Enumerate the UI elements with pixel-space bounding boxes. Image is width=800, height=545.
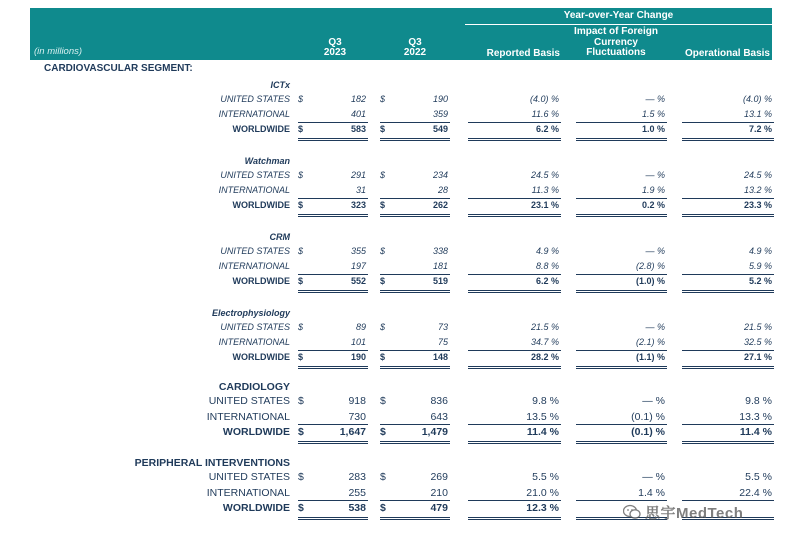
group-title: Electrophysiology <box>211 308 290 318</box>
row-label: UNITED STATES <box>220 322 290 332</box>
subtotal-rule <box>682 122 774 123</box>
value-fx-impact: — % <box>642 471 665 483</box>
value-q3-2022: 181 <box>432 261 448 271</box>
value-operational: (4.0) % <box>742 94 772 104</box>
col-q3-2023-line1: Q3 <box>328 37 342 48</box>
total-double-rule <box>298 138 368 141</box>
yoy-underline <box>465 24 772 25</box>
subtotal-rule <box>682 424 774 425</box>
currency-symbol: $ <box>298 426 304 438</box>
currency-symbol: $ <box>380 124 386 134</box>
subtotal-rule <box>468 424 561 425</box>
col-q3-2022-line1: Q3 <box>408 37 422 48</box>
row-label: UNITED STATES <box>220 94 290 104</box>
value-reported: 11.4 % <box>526 426 559 438</box>
currency-symbol: $ <box>298 471 304 483</box>
value-reported: 8.8 % <box>535 261 559 271</box>
value-q3-2022: 836 <box>430 395 448 407</box>
row-label: WORLDWIDE <box>232 124 290 134</box>
total-double-rule <box>468 290 561 293</box>
value-q3-2023: 552 <box>350 276 366 286</box>
value-reported: 5.5 % <box>532 471 559 483</box>
value-q3-2023: 255 <box>348 486 366 499</box>
subtotal-rule <box>576 424 667 425</box>
wechat-icon <box>623 504 641 520</box>
row-label: WORLDWIDE <box>232 200 290 210</box>
value-reported: 28.2 % <box>530 352 559 362</box>
currency-symbol: $ <box>380 322 386 332</box>
total-double-rule <box>682 138 774 141</box>
currency-symbol: $ <box>380 426 386 438</box>
col-q3-2023-line2: 2023 <box>323 47 347 58</box>
value-reported: 11.6 % <box>531 109 559 119</box>
watermark-text: 思宇MedTech <box>645 504 744 522</box>
subtotal-rule <box>468 198 561 199</box>
value-q3-2022: 234 <box>432 170 448 180</box>
value-q3-2023: 291 <box>350 170 366 180</box>
row-label: UNITED STATES <box>208 395 290 407</box>
subtotal-rule <box>298 350 368 351</box>
value-fx-impact: 1.4 % <box>638 486 665 499</box>
subtotal-rule <box>682 274 774 275</box>
value-q3-2023: 31 <box>355 185 366 195</box>
group-title: CARDIOLOGY <box>218 381 290 393</box>
col-fx-header <box>566 27 666 59</box>
value-q3-2022: 75 <box>437 337 448 347</box>
value-q3-2023: 918 <box>348 395 366 407</box>
value-q3-2023: 355 <box>350 246 366 256</box>
total-double-rule <box>682 290 774 293</box>
value-q3-2023: 101 <box>350 337 366 347</box>
value-fx-impact: (2.1) % <box>635 337 665 347</box>
value-operational: 13.2 % <box>743 185 772 195</box>
value-reported: 13.5 % <box>526 410 559 423</box>
value-q3-2022: 148 <box>432 352 448 362</box>
value-fx-impact: — % <box>645 94 665 104</box>
value-q3-2023: 89 <box>355 322 366 332</box>
subtotal-rule <box>576 350 667 351</box>
currency-symbol: $ <box>380 94 386 104</box>
row-label: INTERNATIONAL <box>218 337 290 347</box>
total-double-rule <box>298 366 368 369</box>
value-reported: 24.5 % <box>530 170 559 180</box>
value-operational: 5.2 % <box>748 276 772 286</box>
col-fx-line1: Impact of Foreign <box>574 26 658 37</box>
value-operational: 23.3 % <box>743 200 772 210</box>
value-fx-impact: (1.0) % <box>635 276 665 286</box>
subtotal-rule <box>468 122 561 123</box>
currency-symbol: $ <box>298 322 304 332</box>
row-label: UNITED STATES <box>220 246 290 256</box>
value-fx-impact: — % <box>642 395 665 407</box>
total-double-rule <box>380 441 450 444</box>
value-q3-2022: 262 <box>432 200 448 210</box>
currency-symbol: $ <box>298 246 304 256</box>
total-double-rule <box>682 366 774 369</box>
row-label: INTERNATIONAL <box>206 410 290 423</box>
total-double-rule <box>468 441 561 444</box>
value-fx-impact: — % <box>645 246 665 256</box>
col-q3-2022-header <box>380 38 450 58</box>
value-reported: 21.0 % <box>526 486 559 499</box>
currency-symbol: $ <box>380 471 386 483</box>
value-q3-2022: 359 <box>432 109 448 119</box>
value-operational: 5.5 % <box>745 471 772 483</box>
watermark <box>623 500 783 524</box>
value-reported: 11.3 % <box>531 185 559 195</box>
value-reported: 21.5 % <box>530 322 559 332</box>
row-label: INTERNATIONAL <box>206 486 290 499</box>
subtotal-rule <box>380 198 450 199</box>
value-operational: 13.3 % <box>739 410 772 423</box>
value-q3-2022: 479 <box>430 502 448 514</box>
value-fx-impact: 1.9 % <box>641 185 665 195</box>
col-reported-header: Reported Basis <box>486 48 560 59</box>
col-q3-2022-line2: 2022 <box>403 47 427 58</box>
total-double-rule <box>380 366 450 369</box>
value-fx-impact: (0.1) % <box>631 410 665 423</box>
subtotal-rule <box>298 500 368 501</box>
total-double-rule <box>468 517 561 520</box>
value-operational: 9.8 % <box>745 395 772 407</box>
value-fx-impact: (0.1) % <box>631 426 665 438</box>
subtotal-rule <box>298 198 368 199</box>
total-double-rule <box>682 214 774 217</box>
value-operational: 32.5 % <box>743 337 772 347</box>
subtotal-rule <box>380 350 450 351</box>
value-q3-2022: 338 <box>432 246 448 256</box>
value-reported: 9.8 % <box>532 395 559 407</box>
value-q3-2023: 583 <box>350 124 366 134</box>
subtotal-rule <box>576 198 667 199</box>
total-double-rule <box>468 138 561 141</box>
subtotal-rule <box>468 500 561 501</box>
value-operational: 13.1 % <box>743 109 772 119</box>
value-fx-impact: (2.8) % <box>635 261 665 271</box>
value-reported: 6.2 % <box>535 124 559 134</box>
currency-symbol: $ <box>298 124 304 134</box>
value-fx-impact: — % <box>645 322 665 332</box>
units-label: (in millions) <box>34 46 83 57</box>
total-double-rule <box>380 214 450 217</box>
currency-symbol: $ <box>298 276 304 286</box>
value-q3-2022: 1,479 <box>421 426 448 438</box>
value-q3-2022: 210 <box>430 486 448 499</box>
value-reported: 4.9 % <box>535 246 559 256</box>
row-label: WORLDWIDE <box>222 426 290 438</box>
total-double-rule <box>298 214 368 217</box>
value-q3-2023: 283 <box>348 471 366 483</box>
value-operational: 24.5 % <box>743 170 772 180</box>
currency-symbol: $ <box>298 170 304 180</box>
value-q3-2023: 730 <box>348 410 366 423</box>
currency-symbol: $ <box>298 502 304 514</box>
value-q3-2023: 1,647 <box>339 426 366 438</box>
currency-symbol: $ <box>298 200 304 210</box>
group-title: PERIPHERAL INTERVENTIONS <box>134 457 290 469</box>
col-q3-2023-header <box>300 38 370 58</box>
col-fx-line2: Currency <box>594 36 638 48</box>
total-double-rule <box>468 366 561 369</box>
value-q3-2022: 519 <box>432 276 448 286</box>
value-q3-2022: 28 <box>437 185 448 195</box>
value-operational: 5.9 % <box>748 261 772 271</box>
subtotal-rule <box>576 274 667 275</box>
value-reported: 6.2 % <box>535 276 559 286</box>
currency-symbol: $ <box>298 395 304 407</box>
currency-symbol: $ <box>380 200 386 210</box>
value-q3-2022: 190 <box>432 94 448 104</box>
total-double-rule <box>380 138 450 141</box>
yoy-title: Year-over-Year Change <box>563 10 674 21</box>
currency-symbol: $ <box>298 352 304 362</box>
row-label: WORLDWIDE <box>232 352 290 362</box>
value-reported: 23.1 % <box>530 200 559 210</box>
value-q3-2022: 269 <box>430 471 448 483</box>
total-double-rule <box>298 517 368 520</box>
value-q3-2023: 182 <box>350 94 366 104</box>
value-q3-2023: 197 <box>350 261 366 271</box>
subtotal-rule <box>682 350 774 351</box>
row-label: WORLDWIDE <box>232 276 290 286</box>
value-q3-2023: 323 <box>350 200 366 210</box>
value-fx-impact: 1.5 % <box>641 109 665 119</box>
currency-symbol: $ <box>298 94 304 104</box>
total-double-rule <box>298 290 368 293</box>
group-title: Watchman <box>244 156 290 166</box>
total-double-rule <box>468 214 561 217</box>
group-title: CRM <box>269 232 290 242</box>
value-fx-impact: (1.1) % <box>635 352 665 362</box>
value-operational: 27.1 % <box>743 352 772 362</box>
value-operational: 4.9 % <box>748 246 772 256</box>
value-operational: 7.2 % <box>748 124 772 134</box>
value-q3-2022: 73 <box>437 322 448 332</box>
value-reported: (4.0) % <box>529 94 559 104</box>
subtotal-rule <box>380 500 450 501</box>
segment-title: CARDIOVASCULAR SEGMENT: <box>44 63 193 74</box>
currency-symbol: $ <box>380 352 386 362</box>
currency-symbol: $ <box>380 276 386 286</box>
row-label: INTERNATIONAL <box>218 261 290 271</box>
group-title: ICTx <box>270 80 290 90</box>
subtotal-rule <box>380 122 450 123</box>
value-operational: 21.5 % <box>743 322 772 332</box>
value-operational: 22.4 % <box>739 486 772 499</box>
row-label: UNITED STATES <box>208 471 290 483</box>
total-double-rule <box>298 441 368 444</box>
row-label: WORLDWIDE <box>222 502 290 514</box>
currency-symbol: $ <box>380 395 386 407</box>
currency-symbol: $ <box>380 502 386 514</box>
subtotal-rule <box>298 274 368 275</box>
currency-symbol: $ <box>380 170 386 180</box>
value-q3-2022: 643 <box>430 410 448 423</box>
currency-symbol: $ <box>380 246 386 256</box>
subtotal-rule <box>468 274 561 275</box>
total-double-rule <box>682 441 774 444</box>
value-q3-2022: 549 <box>432 124 448 134</box>
subtotal-rule <box>298 122 368 123</box>
value-q3-2023: 401 <box>350 109 366 119</box>
row-label: INTERNATIONAL <box>218 109 290 119</box>
col-operational-header: Operational Basis <box>684 48 770 59</box>
value-fx-impact: — % <box>645 170 665 180</box>
total-double-rule <box>576 441 667 444</box>
total-double-rule <box>576 214 667 217</box>
value-fx-impact: 1.0 % <box>641 124 665 134</box>
value-fx-impact: 0.2 % <box>641 200 665 210</box>
subtotal-rule <box>298 424 368 425</box>
total-double-rule <box>380 290 450 293</box>
total-double-rule <box>576 290 667 293</box>
total-double-rule <box>576 138 667 141</box>
row-label: UNITED STATES <box>220 170 290 180</box>
value-reported: 12.3 % <box>526 502 559 514</box>
subtotal-rule <box>380 274 450 275</box>
value-q3-2023: 190 <box>350 352 366 362</box>
subtotal-rule <box>682 198 774 199</box>
total-double-rule <box>380 517 450 520</box>
col-fx-line3: Fluctuations <box>586 47 646 58</box>
subtotal-rule <box>468 350 561 351</box>
total-double-rule <box>576 366 667 369</box>
value-q3-2023: 538 <box>348 502 366 514</box>
value-reported: 34.7 % <box>530 337 559 347</box>
row-label: INTERNATIONAL <box>218 185 290 195</box>
value-operational: 11.4 % <box>739 426 772 438</box>
subtotal-rule <box>380 424 450 425</box>
subtotal-rule <box>576 122 667 123</box>
